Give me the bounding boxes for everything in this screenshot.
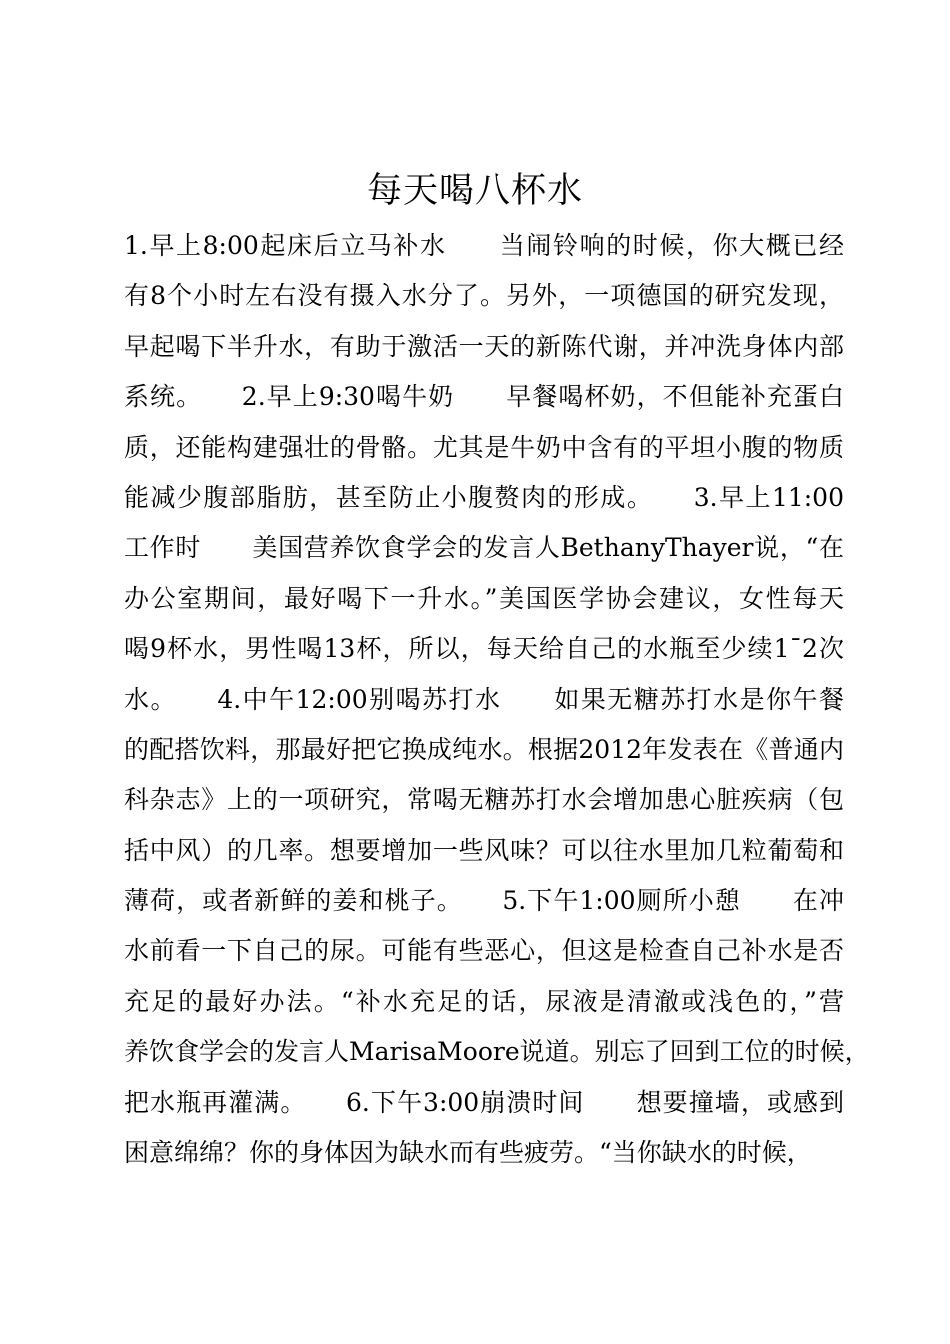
- body-line: 充足的最好办法。“补水充足的话，尿液是清澈或浅色的，”营: [124, 986, 844, 1016]
- body-line: 办公室期间，最好喝下一升水。”美国医学协会建议，女性每天: [124, 583, 844, 613]
- body-line: 薄荷，或者新鲜的姜和桃子。 5.下午1:00厕所小憩 在冲: [124, 886, 844, 916]
- body-line: 工作时 美国营养饮食学会的发言人BethanyThayer说，“在: [124, 533, 844, 563]
- body-line: 1.早上8:00起床后立马补水 当闹铃响的时候，你大概已经: [124, 231, 844, 260]
- body-line: 科杂志》上的一项研究，常喝无糖苏打水会增加患心脏疾病（包: [124, 785, 844, 815]
- body-line: 括中风）的几率。想要增加一些风味？可以往水里加几粒葡萄和: [124, 835, 844, 865]
- body-line: 水。 4.中午12:00别喝苏打水 如果无糖苏打水是你午餐: [124, 684, 844, 714]
- body-line: 系统。 2.早上9:30喝牛奶 早餐喝杯奶，不但能补充蛋白: [124, 382, 844, 412]
- document-body: [124, 221, 870, 1178]
- body-line: 的配搭饮料，那最好把它换成纯水。根据2012年发表在《普通内: [124, 734, 844, 764]
- body-line: 喝9杯水，男性喝13杯，所以，每天给自己的水瓶至少续1¯2次: [124, 634, 844, 664]
- document-title: 每天喝八杯水: [366, 171, 583, 211]
- body-line: 把水瓶再灌满。 6.下午3:00崩溃时间 想要撞墙，或感到: [124, 1087, 844, 1117]
- body-line: 早起喝下半升水，有助于激活一天的新陈代谢，并冲洗身体内部: [124, 331, 844, 361]
- body-line: 能减少腹部脂肪，甚至防止小腹赘肉的形成。 3.早上11:00: [124, 482, 844, 512]
- body-line: 困意绵绵？你的身体因为缺水而有些疲劳。“当你缺水的时候，: [124, 1138, 812, 1168]
- body-line: 水前看一下自己的尿。可能有些恶心，但这是检查自己补水是否: [124, 936, 844, 966]
- body-line: 质，还能构建强壮的骨骼。尤其是牛奶中含有的平坦小腹的物质: [124, 432, 844, 462]
- body-line: 有8个小时左右没有摄入水分了。另外，一项德国的研究发现，: [124, 281, 844, 311]
- body-line: 养饮食学会的发言人MarisaMoore说道。别忘了回到工位的时候，: [124, 1037, 870, 1067]
